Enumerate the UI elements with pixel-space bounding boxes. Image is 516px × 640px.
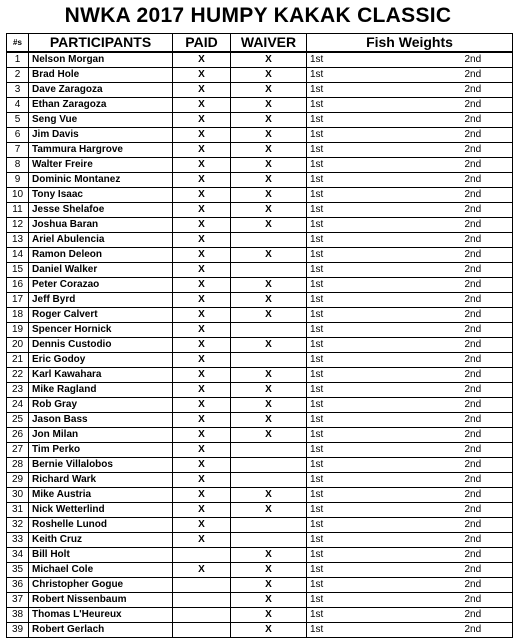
table-row xyxy=(7,203,513,218)
participant-name: Jim Davis xyxy=(29,128,173,143)
table-header xyxy=(7,34,513,53)
weight-1st: 1st xyxy=(307,458,369,473)
participant-name: Spencer Hornick xyxy=(29,323,173,338)
weight-2nd: 2nd xyxy=(369,593,513,608)
paid-mark: X xyxy=(173,443,231,458)
waiver-mark xyxy=(231,443,307,458)
row-number: 15 xyxy=(7,263,29,278)
table-row xyxy=(7,488,513,503)
waiver-mark xyxy=(231,233,307,248)
weight-2nd: 2nd xyxy=(369,503,513,518)
weight-2nd: 2nd xyxy=(369,368,513,383)
waiver-mark: X xyxy=(231,143,307,158)
weight-1st: 1st xyxy=(307,443,369,458)
weight-1st: 1st xyxy=(307,473,369,488)
waiver-mark: X xyxy=(231,173,307,188)
paid-mark: X xyxy=(173,338,231,353)
weight-1st: 1st xyxy=(307,173,369,188)
participant-name: Mike Ragland xyxy=(29,383,173,398)
paid-mark: X xyxy=(173,233,231,248)
table-row xyxy=(7,473,513,488)
header-participants: PARTICIPANTS xyxy=(29,34,173,53)
weight-1st: 1st xyxy=(307,338,369,353)
weight-1st: 1st xyxy=(307,608,369,623)
table-row xyxy=(7,113,513,128)
waiver-mark: X xyxy=(231,428,307,443)
waiver-mark: X xyxy=(231,248,307,263)
weight-2nd: 2nd xyxy=(369,488,513,503)
waiver-mark xyxy=(231,353,307,368)
weight-2nd: 2nd xyxy=(369,338,513,353)
waiver-mark: X xyxy=(231,623,307,638)
weight-2nd: 2nd xyxy=(369,173,513,188)
paid-mark: X xyxy=(173,458,231,473)
waiver-mark: X xyxy=(231,113,307,128)
waiver-mark: X xyxy=(231,593,307,608)
weight-2nd: 2nd xyxy=(369,218,513,233)
table-row xyxy=(7,608,513,623)
waiver-mark: X xyxy=(231,548,307,563)
waiver-mark: X xyxy=(231,188,307,203)
paid-mark: X xyxy=(173,83,231,98)
weight-2nd: 2nd xyxy=(369,578,513,593)
table-row xyxy=(7,338,513,353)
weight-1st: 1st xyxy=(307,353,369,368)
weight-1st: 1st xyxy=(307,308,369,323)
waiver-mark xyxy=(231,518,307,533)
table-row xyxy=(7,503,513,518)
table-row xyxy=(7,518,513,533)
participant-name: Walter Freire xyxy=(29,158,173,173)
header-waiver: WAIVER xyxy=(231,34,307,53)
weight-1st: 1st xyxy=(307,158,369,173)
row-number: 33 xyxy=(7,533,29,548)
paid-mark: X xyxy=(173,308,231,323)
table-row xyxy=(7,68,513,83)
waiver-mark: X xyxy=(231,68,307,83)
waiver-mark: X xyxy=(231,488,307,503)
participant-name: Tammura Hargrove xyxy=(29,143,173,158)
weight-2nd: 2nd xyxy=(369,113,513,128)
weight-1st: 1st xyxy=(307,83,369,98)
participants-table xyxy=(6,33,513,638)
weight-2nd: 2nd xyxy=(369,323,513,338)
weight-1st: 1st xyxy=(307,278,369,293)
weight-2nd: 2nd xyxy=(369,203,513,218)
table-row xyxy=(7,188,513,203)
row-number: 11 xyxy=(7,203,29,218)
paid-mark: X xyxy=(173,488,231,503)
weight-2nd: 2nd xyxy=(369,263,513,278)
weight-2nd: 2nd xyxy=(369,518,513,533)
header-row xyxy=(7,34,513,53)
weight-2nd: 2nd xyxy=(369,353,513,368)
row-number: 26 xyxy=(7,428,29,443)
participant-name: Jason Bass xyxy=(29,413,173,428)
row-number: 18 xyxy=(7,308,29,323)
weight-1st: 1st xyxy=(307,548,369,563)
row-number: 22 xyxy=(7,368,29,383)
participant-name: Nick Wetterlind xyxy=(29,503,173,518)
waiver-mark: X xyxy=(231,398,307,413)
participant-name: Richard Wark xyxy=(29,473,173,488)
participant-name: Michael Cole xyxy=(29,563,173,578)
row-number: 28 xyxy=(7,458,29,473)
sheet-title: NWKA 2017 HUMPY KAKAK CLASSIC xyxy=(64,4,452,27)
participant-name: Daniel Walker xyxy=(29,263,173,278)
paid-mark xyxy=(173,578,231,593)
weight-1st: 1st xyxy=(307,413,369,428)
row-number: 30 xyxy=(7,488,29,503)
weight-1st: 1st xyxy=(307,503,369,518)
weight-1st: 1st xyxy=(307,518,369,533)
paid-mark: X xyxy=(173,533,231,548)
paid-mark xyxy=(173,623,231,638)
weight-2nd: 2nd xyxy=(369,443,513,458)
participant-name: Thomas L'Heureux xyxy=(29,608,173,623)
weight-2nd: 2nd xyxy=(369,68,513,83)
waiver-mark: X xyxy=(231,203,307,218)
row-number: 1 xyxy=(7,52,29,68)
waiver-mark: X xyxy=(231,158,307,173)
participant-name: Seng Vue xyxy=(29,113,173,128)
table-row xyxy=(7,308,513,323)
weight-1st: 1st xyxy=(307,218,369,233)
weight-1st: 1st xyxy=(307,383,369,398)
participant-name: Dave Zaragoza xyxy=(29,83,173,98)
paid-mark: X xyxy=(173,203,231,218)
weight-1st: 1st xyxy=(307,203,369,218)
waiver-mark xyxy=(231,263,307,278)
participant-name: Roger Calvert xyxy=(29,308,173,323)
weight-1st: 1st xyxy=(307,248,369,263)
row-number: 29 xyxy=(7,473,29,488)
paid-mark: X xyxy=(173,52,231,68)
weight-2nd: 2nd xyxy=(369,293,513,308)
paid-mark: X xyxy=(173,413,231,428)
weight-2nd: 2nd xyxy=(369,458,513,473)
table-row xyxy=(7,413,513,428)
table-row xyxy=(7,263,513,278)
paid-mark: X xyxy=(173,218,231,233)
waiver-mark xyxy=(231,323,307,338)
weight-1st: 1st xyxy=(307,398,369,413)
row-number: 36 xyxy=(7,578,29,593)
weight-1st: 1st xyxy=(307,113,369,128)
waiver-mark: X xyxy=(231,383,307,398)
row-number: 24 xyxy=(7,398,29,413)
waiver-mark: X xyxy=(231,338,307,353)
participant-name: Jon Milan xyxy=(29,428,173,443)
table-row xyxy=(7,158,513,173)
waiver-mark: X xyxy=(231,563,307,578)
table-row xyxy=(7,143,513,158)
row-number: 5 xyxy=(7,113,29,128)
participant-name: Keith Cruz xyxy=(29,533,173,548)
row-number: 16 xyxy=(7,278,29,293)
row-number: 9 xyxy=(7,173,29,188)
participant-name: Karl Kawahara xyxy=(29,368,173,383)
table-row xyxy=(7,218,513,233)
participant-name: Christopher Gogue xyxy=(29,578,173,593)
row-number: 39 xyxy=(7,623,29,638)
weight-2nd: 2nd xyxy=(369,623,513,638)
weight-1st: 1st xyxy=(307,593,369,608)
table-row xyxy=(7,293,513,308)
paid-mark: X xyxy=(173,473,231,488)
paid-mark: X xyxy=(173,128,231,143)
participant-name: Dominic Montanez xyxy=(29,173,173,188)
row-number: 14 xyxy=(7,248,29,263)
weight-1st: 1st xyxy=(307,293,369,308)
weight-1st: 1st xyxy=(307,98,369,113)
paid-mark: X xyxy=(173,503,231,518)
row-number: 34 xyxy=(7,548,29,563)
row-number: 37 xyxy=(7,593,29,608)
table-row xyxy=(7,593,513,608)
table-row xyxy=(7,52,513,68)
participant-name: Rob Gray xyxy=(29,398,173,413)
waiver-mark: X xyxy=(231,368,307,383)
weight-1st: 1st xyxy=(307,188,369,203)
paid-mark: X xyxy=(173,323,231,338)
weight-2nd: 2nd xyxy=(369,533,513,548)
weight-1st: 1st xyxy=(307,143,369,158)
weight-2nd: 2nd xyxy=(369,278,513,293)
paid-mark xyxy=(173,593,231,608)
waiver-mark: X xyxy=(231,218,307,233)
table-row xyxy=(7,533,513,548)
participant-name: Ariel Abulencia xyxy=(29,233,173,248)
waiver-mark xyxy=(231,473,307,488)
paid-mark: X xyxy=(173,188,231,203)
table-body xyxy=(7,52,513,638)
table-row xyxy=(7,173,513,188)
paid-mark: X xyxy=(173,428,231,443)
weight-1st: 1st xyxy=(307,52,369,68)
waiver-mark xyxy=(231,458,307,473)
weight-2nd: 2nd xyxy=(369,98,513,113)
weight-2nd: 2nd xyxy=(369,383,513,398)
waiver-mark: X xyxy=(231,413,307,428)
row-number: 10 xyxy=(7,188,29,203)
table-row xyxy=(7,383,513,398)
table-row xyxy=(7,278,513,293)
row-number: 3 xyxy=(7,83,29,98)
table-row xyxy=(7,428,513,443)
header-paid: PAID xyxy=(173,34,231,53)
paid-mark xyxy=(173,548,231,563)
table-row xyxy=(7,398,513,413)
table-row xyxy=(7,98,513,113)
weight-1st: 1st xyxy=(307,368,369,383)
participant-name: Dennis Custodio xyxy=(29,338,173,353)
table-row xyxy=(7,323,513,338)
paid-mark: X xyxy=(173,98,231,113)
table-row xyxy=(7,248,513,263)
participant-name: Roshelle Lunod xyxy=(29,518,173,533)
header-fish-weights: Fish Weights xyxy=(307,34,513,53)
participant-name: Joshua Baran xyxy=(29,218,173,233)
participant-name: Bill Holt xyxy=(29,548,173,563)
row-number: 2 xyxy=(7,68,29,83)
row-number: 35 xyxy=(7,563,29,578)
table-row xyxy=(7,368,513,383)
paid-mark: X xyxy=(173,383,231,398)
weight-2nd: 2nd xyxy=(369,308,513,323)
row-number: 4 xyxy=(7,98,29,113)
paid-mark: X xyxy=(173,353,231,368)
waiver-mark xyxy=(231,533,307,548)
paid-mark: X xyxy=(173,158,231,173)
paid-mark: X xyxy=(173,278,231,293)
weight-2nd: 2nd xyxy=(369,128,513,143)
row-number: 31 xyxy=(7,503,29,518)
table-row xyxy=(7,548,513,563)
weight-1st: 1st xyxy=(307,533,369,548)
paid-mark: X xyxy=(173,143,231,158)
table-row xyxy=(7,233,513,248)
row-number: 17 xyxy=(7,293,29,308)
weight-2nd: 2nd xyxy=(369,83,513,98)
weight-1st: 1st xyxy=(307,128,369,143)
paid-mark: X xyxy=(173,68,231,83)
paid-mark: X xyxy=(173,263,231,278)
weight-2nd: 2nd xyxy=(369,52,513,68)
paid-mark xyxy=(173,608,231,623)
paid-mark: X xyxy=(173,248,231,263)
weight-2nd: 2nd xyxy=(369,143,513,158)
row-number: 12 xyxy=(7,218,29,233)
participant-name: Mike Austria xyxy=(29,488,173,503)
participant-name: Jesse Shelafoe xyxy=(29,203,173,218)
participant-name: Brad Hole xyxy=(29,68,173,83)
row-number: 25 xyxy=(7,413,29,428)
table-row xyxy=(7,458,513,473)
participant-name: Nelson Morgan xyxy=(29,52,173,68)
table-row xyxy=(7,443,513,458)
weight-2nd: 2nd xyxy=(369,473,513,488)
participant-name: Robert Gerlach xyxy=(29,623,173,638)
weight-1st: 1st xyxy=(307,563,369,578)
weight-2nd: 2nd xyxy=(369,188,513,203)
row-number: 7 xyxy=(7,143,29,158)
waiver-mark: X xyxy=(231,608,307,623)
waiver-mark: X xyxy=(231,83,307,98)
paid-mark: X xyxy=(173,173,231,188)
weight-1st: 1st xyxy=(307,323,369,338)
participant-name: Tony Isaac xyxy=(29,188,173,203)
row-number: 8 xyxy=(7,158,29,173)
participant-name: Tim Perko xyxy=(29,443,173,458)
participant-name: Jeff Byrd xyxy=(29,293,173,308)
paid-mark: X xyxy=(173,563,231,578)
paid-mark: X xyxy=(173,368,231,383)
row-number: 21 xyxy=(7,353,29,368)
weight-1st: 1st xyxy=(307,488,369,503)
row-number: 27 xyxy=(7,443,29,458)
waiver-mark: X xyxy=(231,293,307,308)
weight-1st: 1st xyxy=(307,428,369,443)
participant-name: Bernie Villalobos xyxy=(29,458,173,473)
table-row xyxy=(7,563,513,578)
table-row xyxy=(7,83,513,98)
waiver-mark: X xyxy=(231,52,307,68)
waiver-mark: X xyxy=(231,308,307,323)
header-num: #s xyxy=(7,34,29,53)
waiver-mark: X xyxy=(231,98,307,113)
table-row xyxy=(7,353,513,368)
table-row xyxy=(7,578,513,593)
paid-mark: X xyxy=(173,113,231,128)
row-number: 19 xyxy=(7,323,29,338)
weight-1st: 1st xyxy=(307,623,369,638)
paid-mark: X xyxy=(173,293,231,308)
participant-name: Peter Corazao xyxy=(29,278,173,293)
weight-1st: 1st xyxy=(307,263,369,278)
table-row xyxy=(7,128,513,143)
participant-name: Ethan Zaragoza xyxy=(29,98,173,113)
waiver-mark: X xyxy=(231,578,307,593)
weight-2nd: 2nd xyxy=(369,563,513,578)
participant-name: Eric Godoy xyxy=(29,353,173,368)
row-number: 13 xyxy=(7,233,29,248)
weight-2nd: 2nd xyxy=(369,548,513,563)
participant-name: Robert Nissenbaum xyxy=(29,593,173,608)
weight-2nd: 2nd xyxy=(369,158,513,173)
row-number: 38 xyxy=(7,608,29,623)
weight-1st: 1st xyxy=(307,68,369,83)
waiver-mark: X xyxy=(231,278,307,293)
weight-2nd: 2nd xyxy=(369,233,513,248)
weight-2nd: 2nd xyxy=(369,428,513,443)
row-number: 23 xyxy=(7,383,29,398)
row-number: 32 xyxy=(7,518,29,533)
weight-2nd: 2nd xyxy=(369,413,513,428)
participant-name: Ramon Deleon xyxy=(29,248,173,263)
weight-2nd: 2nd xyxy=(369,398,513,413)
paid-mark: X xyxy=(173,518,231,533)
paid-mark: X xyxy=(173,398,231,413)
row-number: 20 xyxy=(7,338,29,353)
table-row xyxy=(7,623,513,638)
row-number: 6 xyxy=(7,128,29,143)
weight-1st: 1st xyxy=(307,233,369,248)
weight-2nd: 2nd xyxy=(369,248,513,263)
waiver-mark: X xyxy=(231,503,307,518)
waiver-mark: X xyxy=(231,128,307,143)
weight-2nd: 2nd xyxy=(369,608,513,623)
weight-1st: 1st xyxy=(307,578,369,593)
